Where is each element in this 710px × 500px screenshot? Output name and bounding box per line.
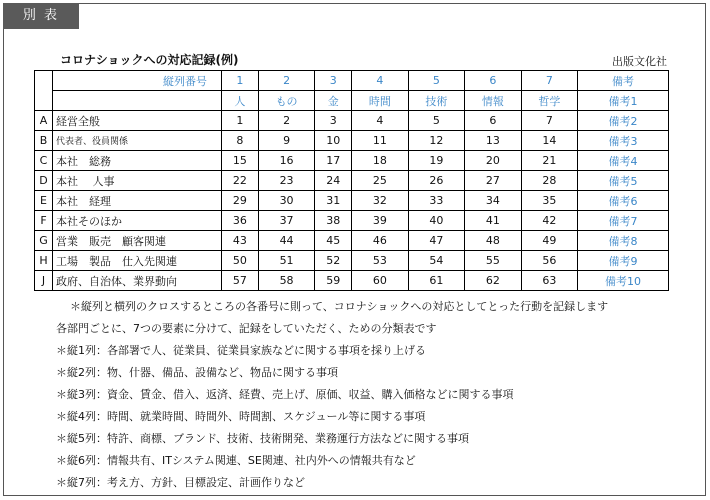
- number-cell: 1: [222, 111, 259, 131]
- number-cell: 28: [521, 171, 577, 191]
- column-number: 備考: [578, 71, 669, 91]
- number-cell: 5: [408, 111, 464, 131]
- column-name: もの: [258, 91, 314, 111]
- column-header-label: 縦列番号: [53, 71, 222, 91]
- note-cell: 備考3: [578, 131, 669, 151]
- number-cell: 13: [465, 131, 521, 151]
- column-name: 技術: [408, 91, 464, 111]
- table-row: [35, 271, 669, 291]
- number-cell: 20: [465, 151, 521, 171]
- number-cell: 35: [521, 191, 577, 211]
- column-number: 3: [315, 71, 352, 91]
- table-row: [35, 211, 669, 231]
- row-label: 工場 製品 仕入先関連: [53, 251, 222, 271]
- note-cell: 備考9: [578, 251, 669, 271]
- note-cell: 備考6: [578, 191, 669, 211]
- number-cell: 27: [465, 171, 521, 191]
- table-row: [35, 191, 669, 211]
- number-cell: 11: [352, 131, 408, 151]
- number-cell: 38: [315, 211, 352, 231]
- number-cell: 29: [222, 191, 259, 211]
- number-cell: 10: [315, 131, 352, 151]
- row-letter: H: [35, 251, 53, 271]
- number-cell: 56: [521, 251, 577, 271]
- note-cell: 備考7: [578, 211, 669, 231]
- number-cell: 32: [352, 191, 408, 211]
- column-number: 4: [352, 71, 408, 91]
- row-label: 本社 総務: [53, 151, 222, 171]
- number-cell: 18: [352, 151, 408, 171]
- table-row: [35, 111, 669, 131]
- note-line: ＊縦列と横列のクロスするところの各番号に則って、コロナショックへの対応としてとった行動を記録します: [70, 300, 609, 313]
- number-cell: 31: [315, 191, 352, 211]
- corner-cell: [35, 71, 53, 111]
- column-name: 金: [315, 91, 352, 111]
- number-cell: 25: [352, 171, 408, 191]
- number-cell: 44: [258, 231, 314, 251]
- column-number: 2: [258, 71, 314, 91]
- number-cell: 6: [465, 111, 521, 131]
- note-line: ＊縦7列：考え方、方針、目標設定、計画作りなど: [56, 476, 305, 489]
- row-label: 経営全般: [53, 111, 222, 131]
- number-cell: 8: [222, 131, 259, 151]
- column-number: 7: [521, 71, 577, 91]
- number-cell: 2: [258, 111, 314, 131]
- column-number-row: [35, 71, 669, 91]
- row-letter: J: [35, 271, 53, 291]
- number-cell: 49: [521, 231, 577, 251]
- number-cell: 54: [408, 251, 464, 271]
- number-cell: 40: [408, 211, 464, 231]
- note-line: ＊縦4列：時間、就業時間、時間外、時間割、スケジュール等に関する事項: [56, 410, 426, 423]
- number-cell: 55: [465, 251, 521, 271]
- note-cell: 備考8: [578, 231, 669, 251]
- column-name: 人: [222, 91, 259, 111]
- number-cell: 52: [315, 251, 352, 271]
- row-letter: G: [35, 231, 53, 251]
- table-body: [35, 111, 669, 291]
- number-cell: 17: [315, 151, 352, 171]
- column-name: 時間: [352, 91, 408, 111]
- column-name: 哲学: [521, 91, 577, 111]
- row-label: 本社 経理: [53, 191, 222, 211]
- number-cell: 58: [258, 271, 314, 291]
- note-cell: 備考10: [578, 271, 669, 291]
- number-cell: 4: [352, 111, 408, 131]
- number-cell: 36: [222, 211, 259, 231]
- empty-header-cell: [53, 91, 222, 111]
- number-cell: 3: [315, 111, 352, 131]
- row-label: 本社そのほか: [53, 211, 222, 231]
- row-letter: B: [35, 131, 53, 151]
- number-cell: 50: [222, 251, 259, 271]
- number-cell: 37: [258, 211, 314, 231]
- number-cell: 51: [258, 251, 314, 271]
- row-letter: A: [35, 111, 53, 131]
- row-label: 代表者、役員関係: [53, 131, 222, 151]
- table-row: [35, 131, 669, 151]
- publisher-name: 出版文化社: [612, 55, 667, 68]
- number-cell: 46: [352, 231, 408, 251]
- number-cell: 16: [258, 151, 314, 171]
- table-row: [35, 251, 669, 271]
- number-cell: 7: [521, 111, 577, 131]
- number-cell: 48: [465, 231, 521, 251]
- note-cell: 備考5: [578, 171, 669, 191]
- column-number: 6: [465, 71, 521, 91]
- number-cell: 61: [408, 271, 464, 291]
- note-line: ＊縦3列：資金、賃金、借入、返済、経費、売上げ、原価、収益、購入価格などに関する事項: [56, 388, 514, 401]
- note-line: ＊縦6列：情報共有、ITシステム関連、SE関連、社内外への情報共有など: [56, 454, 416, 467]
- number-cell: 34: [465, 191, 521, 211]
- number-cell: 21: [521, 151, 577, 171]
- number-cell: 47: [408, 231, 464, 251]
- number-cell: 57: [222, 271, 259, 291]
- number-cell: 24: [315, 171, 352, 191]
- number-cell: 60: [352, 271, 408, 291]
- table-row: [35, 151, 669, 171]
- number-cell: 63: [521, 271, 577, 291]
- table-row: [35, 231, 669, 251]
- number-cell: 33: [408, 191, 464, 211]
- column-name: 情報: [465, 91, 521, 111]
- number-cell: 9: [258, 131, 314, 151]
- row-letter: C: [35, 151, 53, 171]
- column-number: 5: [408, 71, 464, 91]
- row-letter: F: [35, 211, 53, 231]
- column-name: 備考1: [578, 91, 669, 111]
- appendix-tag: 別 表: [3, 3, 79, 29]
- number-cell: 53: [352, 251, 408, 271]
- number-cell: 19: [408, 151, 464, 171]
- column-name-row: [35, 91, 669, 111]
- row-label: 本社 人事: [53, 171, 222, 191]
- row-label: 営業 販売 顧客関連: [53, 231, 222, 251]
- table-row: [35, 171, 669, 191]
- note-cell: 備考2: [578, 111, 669, 131]
- number-cell: 22: [222, 171, 259, 191]
- number-cell: 45: [315, 231, 352, 251]
- note-line: ＊縦5列：特許、商標、ブランド、技術、技術開発、業務運行方法などに関する事項: [56, 432, 470, 445]
- document-title: コロナショックへの対応記録(例): [60, 53, 239, 67]
- column-number: 1: [222, 71, 259, 91]
- number-cell: 59: [315, 271, 352, 291]
- note-cell: 備考4: [578, 151, 669, 171]
- row-label: 政府、自治体、業界動向: [53, 271, 222, 291]
- classification-table: [34, 70, 669, 291]
- number-cell: 41: [465, 211, 521, 231]
- notes-section: [56, 296, 608, 494]
- note-line: ＊縦1列：各部署で人、従業員、従業員家族などに関する事項を採り上げる: [56, 344, 426, 357]
- number-cell: 62: [465, 271, 521, 291]
- number-cell: 42: [521, 211, 577, 231]
- number-cell: 26: [408, 171, 464, 191]
- number-cell: 15: [222, 151, 259, 171]
- number-cell: 23: [258, 171, 314, 191]
- number-cell: 30: [258, 191, 314, 211]
- note-line: 各部門ごとに、7つの要素に分けて、記録をしていただく、ための分類表です: [56, 322, 437, 335]
- row-letter: E: [35, 191, 53, 211]
- note-line: ＊縦2列：物、什器、備品、設備など、物品に関する事項: [56, 366, 338, 379]
- number-cell: 39: [352, 211, 408, 231]
- number-cell: 14: [521, 131, 577, 151]
- number-cell: 43: [222, 231, 259, 251]
- number-cell: 12: [408, 131, 464, 151]
- row-letter: D: [35, 171, 53, 191]
